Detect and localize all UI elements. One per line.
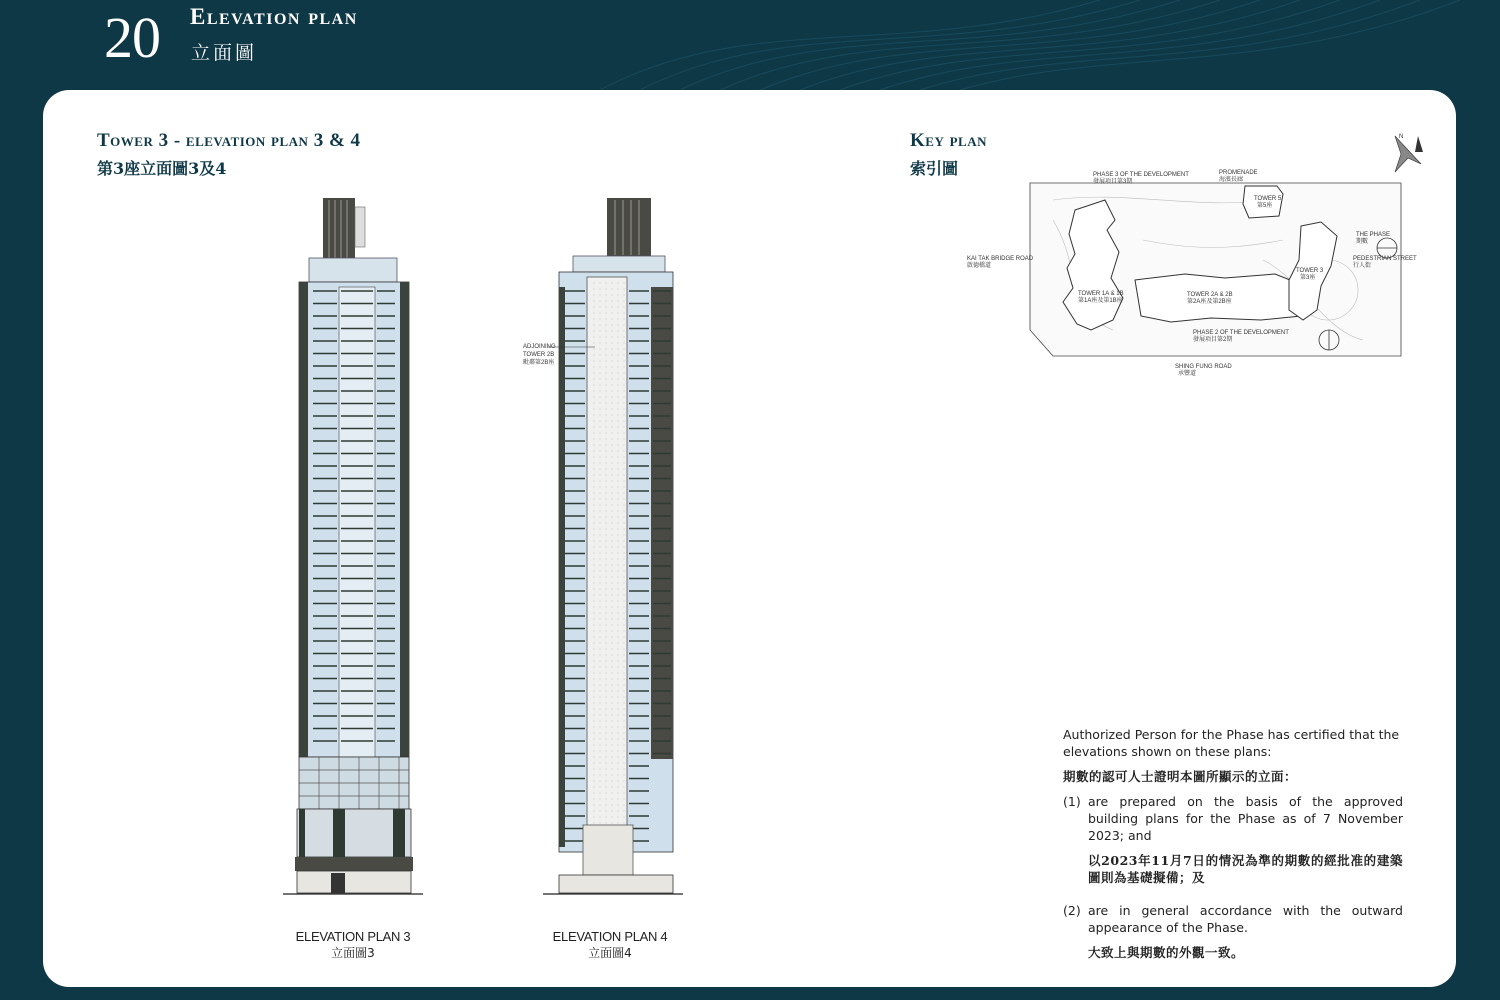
adjoining-tower-annotation	[523, 343, 556, 367]
elevation-plan-3-caption	[273, 928, 433, 962]
kp-phase-label: THE PHASE	[1356, 232, 1391, 238]
key-plan-title: Key plan	[910, 130, 987, 151]
elevation-plan-4-drawing	[543, 195, 683, 907]
kp-tower2-label-zh: 第2A座及第2B座	[1187, 299, 1232, 305]
elevation-section-title-zh: 第3座立面圖3及4	[97, 159, 227, 178]
note-item-2	[1063, 902, 1403, 969]
note-item-2-zh: 大致上與期數的外觀一致。	[1088, 945, 1245, 960]
kp-phase2-label-zh: 發展項目第2期	[1193, 337, 1233, 343]
note-item-1-zh: 以2023年11月7日的情況為準的期數的經批准的建築圖則為基礎擬備；及	[1088, 853, 1403, 885]
page-number: 20	[104, 5, 160, 70]
kp-tower5-label: TOWER 5	[1254, 196, 1282, 202]
north-label: N	[1399, 134, 1404, 140]
kp-tower5-label-zh: 第5座	[1257, 203, 1273, 209]
notes-intro: Authorized Person for the Phase has certified that the elevations shown on these plans:	[1063, 727, 1400, 759]
elevation-plan-4-label: ELEVATION PLAN 4	[552, 929, 668, 944]
kp-tower1-label: TOWER 1A & 1B	[1078, 291, 1124, 297]
kp-phase-label-zh: 期數	[1356, 239, 1369, 245]
page-title: Elevation plan	[190, 4, 358, 29]
kp-phase3-label: PHASE 3 OF THE DEVELOPMENT	[1093, 172, 1189, 178]
kp-kaitak-label: KAI TAK BRIDGE ROAD	[967, 256, 1034, 262]
kp-kaitak-label-zh: 啟德橋道	[967, 263, 992, 269]
note-item-1-en: are prepared on the basis of the approved building plans for the Phase as of 7 November 2023; and	[1088, 794, 1403, 843]
kp-shingfung-label-zh: 承豐道	[1178, 371, 1197, 377]
kp-phase2-label: PHASE 2 OF THE DEVELOPMENT	[1193, 330, 1289, 336]
elevation-plan-4-caption	[530, 928, 690, 962]
annotation-line-3: 毗鄰第2B座	[523, 360, 555, 366]
note-item-2-en: are in general accordance with the outward appearance of the Phase.	[1088, 903, 1403, 935]
page-title-zh: 立面圖	[191, 42, 258, 64]
content-card	[43, 90, 1456, 987]
key-plan-title-zh: 索引圖	[910, 159, 959, 178]
annotation-line-1: ADJOINING	[523, 344, 556, 350]
certification-notes	[1063, 726, 1403, 977]
note-item-2-number: (2)	[1063, 903, 1081, 918]
elevation-section-title: Tower 3 - elevation plan 3 & 4	[97, 130, 361, 151]
elevation-plan-3-drawing	[283, 195, 423, 907]
kp-tower1-label-zh: 第1A座及第1B座	[1078, 298, 1123, 304]
kp-tower3-label: TOWER 3	[1296, 268, 1324, 274]
key-plan-map	[963, 130, 1423, 390]
elevation-plan-3-label: ELEVATION PLAN 3	[295, 929, 411, 944]
kp-shingfung-label: SHING FUNG ROAD	[1175, 364, 1232, 370]
note-item-1-number: (1)	[1063, 794, 1081, 809]
notes-intro-zh: 期數的認可人士證明本圖所顯示的立面：	[1063, 769, 1298, 784]
kp-phase3-label-zh: 發展項目第3期	[1093, 179, 1133, 185]
kp-tower2-label: TOWER 2A & 2B	[1187, 292, 1233, 298]
elevation-plan-3-label-zh: 立面圖3	[331, 946, 375, 960]
annotation-line-2: TOWER 2B	[523, 352, 555, 358]
kp-tower3-label-zh: 第3座	[1300, 275, 1316, 281]
kp-promenade-label-zh: 海濱長廊	[1219, 177, 1244, 183]
elevation-plan-4-label-zh: 立面圖4	[588, 946, 632, 960]
note-item-1	[1063, 793, 1403, 894]
kp-promenade-label: PROMENADE	[1219, 170, 1258, 176]
kp-pedestrian-label: PEDESTRIAN STREET	[1353, 256, 1417, 262]
kp-pedestrian-label-zh: 行人街	[1353, 263, 1372, 269]
